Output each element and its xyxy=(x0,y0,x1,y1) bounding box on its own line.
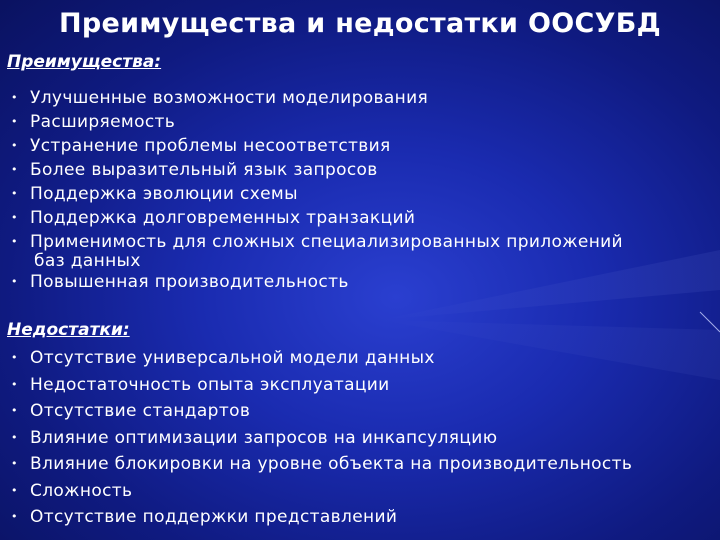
list-item: • Расширяемость xyxy=(11,112,176,132)
bullet-icon: • xyxy=(11,115,18,128)
list-item: • Применимость для сложных специализированных приложений баз данных xyxy=(11,232,623,271)
bullet-icon: • xyxy=(11,483,18,497)
list-item: • Отсутствие универсальной модели данных xyxy=(0,345,632,372)
list-item: • Влияние оптимизации запросов на инкапсуляцию xyxy=(0,425,632,452)
bullet-icon: • xyxy=(11,235,18,248)
bullet-icon: • xyxy=(11,139,18,152)
advantages-heading: Преимущества: xyxy=(7,52,162,72)
list-item: • Сложность xyxy=(0,478,632,505)
list-item: • Повышенная производительность xyxy=(11,272,349,292)
advantages-list xyxy=(0,86,623,294)
bullet-icon: • xyxy=(11,377,18,391)
slide-title: Преимущества и недостатки ООСУБД xyxy=(59,8,661,39)
list-item-continuation: баз данных xyxy=(34,251,141,271)
list-item: • Поддержка долговременных транзакций xyxy=(11,208,416,228)
bullet-icon: • xyxy=(11,351,18,364)
bullet-icon: • xyxy=(11,187,18,200)
list-item: • Более выразительный язык запросов xyxy=(11,160,378,180)
disadvantages-heading: Недостатки: xyxy=(7,320,130,340)
bullet-icon: • xyxy=(11,430,18,444)
bullet-icon: • xyxy=(11,275,18,288)
disadvantages-list xyxy=(0,345,632,531)
list-item: • Недостаточность опыта эксплуатации xyxy=(0,372,632,399)
bullet-icon: • xyxy=(11,211,18,224)
list-item: • Улучшенные возможности моделирования xyxy=(11,88,429,108)
list-item: • Отсутствие стандартов xyxy=(0,398,632,425)
list-item: • Влияние блокировки на уровне объекта на производительность xyxy=(0,451,632,478)
bullet-icon: • xyxy=(11,163,18,176)
list-item: • Отсутствие поддержки представлений xyxy=(0,504,632,531)
bullet-icon: • xyxy=(11,510,18,523)
list-item: • Поддержка эволюции схемы xyxy=(11,184,298,204)
bullet-icon: • xyxy=(11,91,18,104)
bullet-icon: • xyxy=(11,457,18,470)
list-item: • Устранение проблемы несоответствия xyxy=(11,136,391,156)
bullet-icon: • xyxy=(11,404,18,417)
